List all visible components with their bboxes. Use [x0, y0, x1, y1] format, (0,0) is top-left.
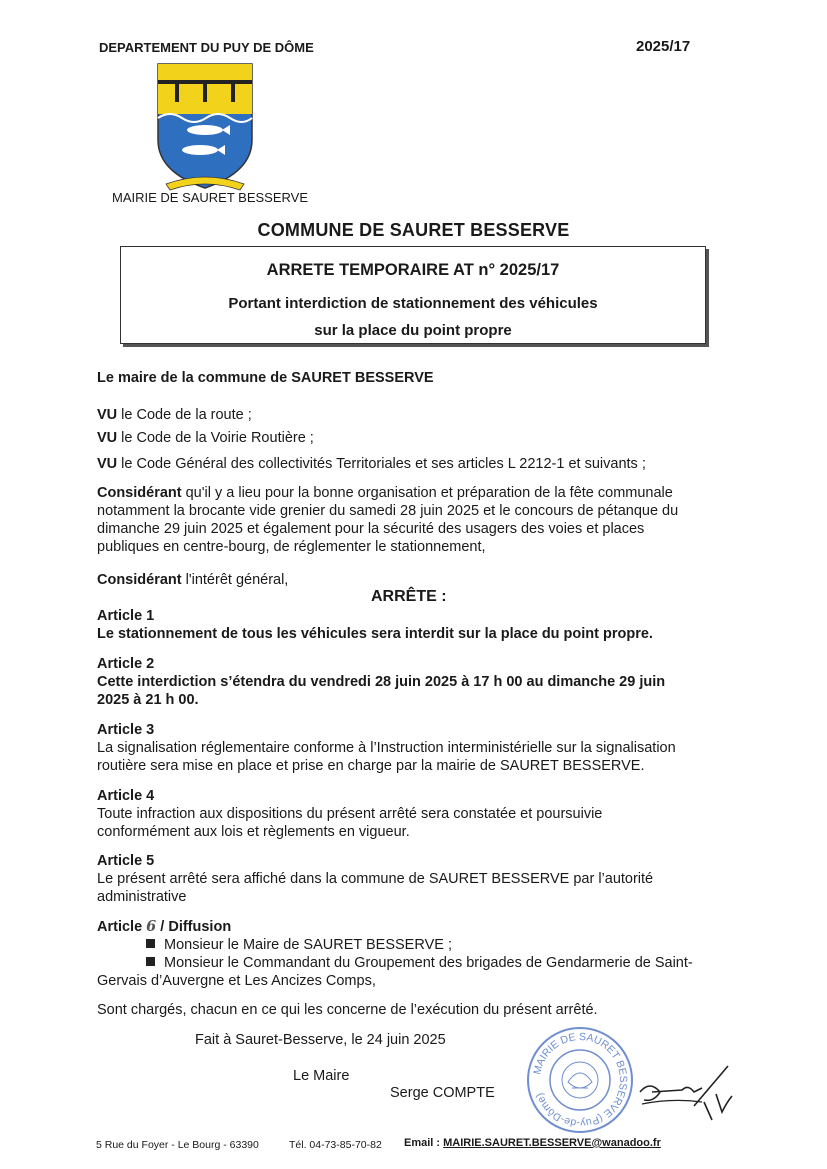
coat-of-arms-icon	[150, 60, 260, 192]
article-1: Article 1 Le stationnement de tous les véhicules sera interdit sur la place du point propre.	[97, 608, 653, 642]
le-maire-label: Le Maire	[293, 1068, 350, 1084]
mairie-stamp-icon	[524, 1024, 636, 1136]
document-reference: 2025/17	[636, 38, 691, 55]
footer-email: Email : MAIRIE.SAURET.BESSERVE@wanadoo.fr	[404, 1137, 661, 1149]
charges-line: Sont chargés, chacun en ce qui les concerne de l’exécution du présent arrêté.	[97, 1002, 598, 1018]
commune-title: COMMUNE DE SAURET BESSERVE	[257, 220, 570, 240]
considerant-paragraph: Considérant qu'il y a lieu pour la bonne organisation et préparation de la fête communale notamment la brocante vide grenier du samedi 28 juin 2025 et le concours de pétanque du dimanche 29 juin 2025 et également pour la sécurité des usagers des voies et places publiques en centre-bourg, de réglementer le stationnement,	[97, 485, 679, 555]
vu-line: VU le Code Général des collectivités Territoriales et ses articles L 2212-1 et suivants ;	[97, 456, 646, 472]
article-4: Article 4 Toute infraction aux dispositions du présent arrêté sera constatée et poursuivie conformément aux lois et règlements en vigueur.	[97, 788, 603, 840]
svg-text:MAIRIE DE SAURET BESSERVE (Puy: MAIRIE DE SAURET BESSERVE (Puy-de-Dôme)	[531, 1030, 630, 1130]
article-3: Article 3 La signalisation réglementaire conforme à l’Instruction interministérielle sur la signalisation routière sera mise en place et prise en charge par la mairie de SAURET BESSERVE.	[97, 722, 676, 774]
bullet-icon	[146, 957, 155, 966]
arrete-subtitle-line1: Portant interdiction de stationnement des véhicules	[228, 295, 598, 312]
intro-line: Le maire de la commune de SAURET BESSERVE	[97, 370, 434, 386]
arrete-title-box	[120, 246, 706, 344]
department-heading: DEPARTEMENT DU PUY DE DÔME	[99, 40, 314, 55]
bullet-icon	[146, 939, 155, 948]
article-5: Article 5 Le présent arrêté sera affiché dans la commune de SAURET BESSERVE par l’autorité administrative	[97, 853, 654, 905]
considerant-general: Considérant l'intérêt général,	[97, 572, 289, 588]
handwritten-signature-icon	[632, 1062, 742, 1124]
article-6: Article 6 / Diffusion Monsieur le Maire de SAURET BESSERVE ; Monsieur le Commandant du Groupement des brigades de Gendarmerie de Saint- Gervais d’Auvergne et Les Ancizes Comps,	[97, 918, 693, 989]
email-link[interactable]: MAIRIE.SAURET.BESSERVE@wanadoo.fr	[443, 1137, 661, 1149]
arrete-subtitle-line2: sur la place du point propre	[314, 322, 512, 339]
arrete-heading: ARRÊTE :	[371, 588, 447, 605]
arrete-title: ARRETE TEMPORAIRE AT n° 2025/17	[266, 261, 560, 279]
footer-phone: Tél. 04-73-85-70-82	[289, 1139, 382, 1151]
article-2: Article 2 Cette interdiction s’étendra du vendredi 28 juin 2025 à 17 h 00 au dimanche 29 juin 2025 à 21 h 00.	[97, 656, 666, 708]
fait-line: Fait à Sauret-Besserve, le 24 juin 2025	[195, 1032, 446, 1048]
vu-line: VU le Code de la route ;	[97, 407, 252, 423]
footer-address: 5 Rue du Foyer - Le Bourg - 63390	[96, 1139, 259, 1151]
vu-line: VU le Code de la Voirie Routière ;	[97, 430, 314, 446]
mairie-label: MAIRIE DE SAURET BESSERVE	[112, 190, 309, 205]
signatory-name: Serge COMPTE	[390, 1085, 495, 1101]
